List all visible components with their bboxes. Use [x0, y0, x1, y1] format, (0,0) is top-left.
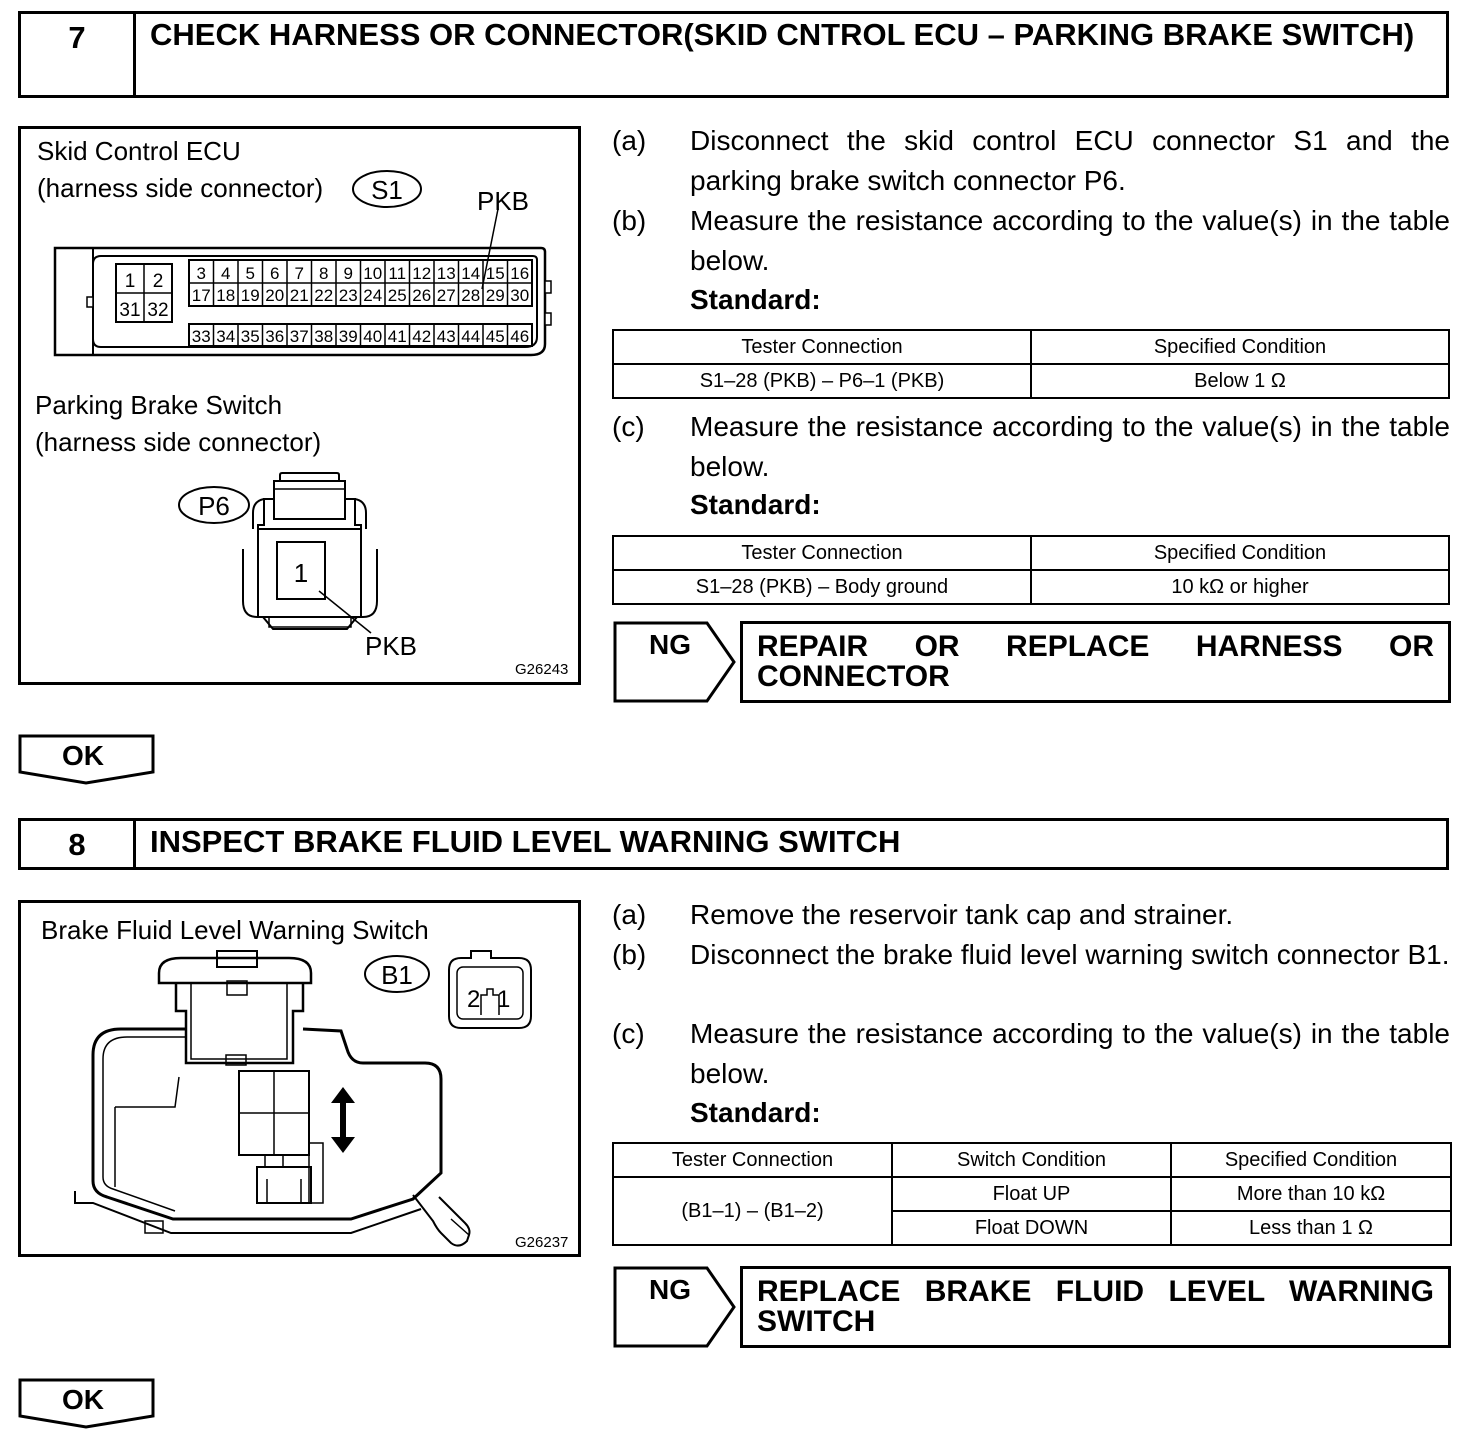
ng-action-8-line1: REPLACE BRAKE FLUID LEVEL WARNING	[757, 1275, 1434, 1308]
connector-pin-label: 9	[343, 264, 353, 283]
ng-tag-8	[613, 1266, 737, 1348]
connector-pin-label: 15	[485, 264, 505, 283]
connector-pin-label: 3	[196, 264, 206, 283]
ok-label-7: OK	[62, 740, 104, 771]
table-header: Switch Condition	[892, 1143, 1171, 1177]
ng-label-8: NG	[649, 1274, 691, 1305]
connector-pin-label: 28	[461, 286, 481, 305]
switch-label: Parking Brake Switch	[35, 390, 283, 420]
ng-action-8	[740, 1266, 1451, 1348]
ng-tag-7	[613, 621, 737, 703]
step-8b-text: Disconnect the brake fluid level warning switch connector B1.	[690, 939, 1450, 970]
connector-pin-label: 29	[485, 286, 505, 305]
b1-pin-2: 2	[467, 986, 481, 1013]
pkb-label-ecu: PKB	[477, 186, 530, 216]
table-cell: S1–28 (PKB) – Body ground	[613, 570, 1031, 604]
connector-pin-label: 20	[265, 286, 285, 305]
b1-connector-id: B1	[381, 960, 413, 990]
step-8-title: INSPECT BRAKE FLUID LEVEL WARNING SWITCH	[150, 824, 901, 859]
connector-pin-label: 1	[124, 271, 136, 292]
connector-pin-label: 2	[152, 271, 164, 292]
step-8a-marker: (a)	[612, 899, 647, 930]
step-7b-text: Measure the resistance according to the value(s) in the table below.	[690, 205, 1450, 276]
table-header: Specified Condition	[1031, 536, 1449, 570]
p6-pin-1: 1	[293, 558, 309, 588]
ng-action-7-line2: CONNECTOR	[757, 660, 950, 693]
connector-figure-7	[18, 126, 581, 685]
fluid-switch-label: Brake Fluid Level Warning Switch	[41, 915, 429, 945]
switch-harness-label: (harness side connector)	[35, 427, 322, 457]
table-cell: S1–28 (PKB) – P6–1 (PKB)	[613, 364, 1031, 398]
step-8a-text: Remove the reservoir tank cap and strainer.	[690, 899, 1234, 930]
connector-pin-label: 19	[240, 286, 260, 305]
connector-pin-label: 37	[289, 327, 309, 346]
ng-action-8-line2: SWITCH	[757, 1305, 876, 1338]
connector-pin-label: 36	[265, 327, 285, 346]
step-8-number: 8	[21, 821, 136, 867]
step-8c-text: Measure the resistance according to the value(s) in the table below.	[690, 1018, 1450, 1089]
standard-label-7c: Standard:	[690, 489, 821, 520]
spec-table-7c	[612, 535, 1450, 605]
figure-code-7: G26243	[515, 661, 569, 678]
b1-pin-1: 1	[497, 986, 511, 1013]
standard-label-7b: Standard:	[690, 284, 821, 315]
step-7a	[612, 121, 1450, 201]
reservoir-drawing	[21, 903, 578, 1254]
step-7b	[612, 201, 1450, 281]
step-7a-marker: (a)	[612, 125, 647, 156]
connector-pin-label: 10	[363, 264, 383, 283]
connector-pin-label: 25	[387, 286, 407, 305]
connector-pin-label: 39	[338, 327, 358, 346]
step-8b-marker: (b)	[612, 939, 647, 970]
table-cell: 10 kΩ or higher	[1031, 570, 1449, 604]
connector-pin-label: 4	[221, 264, 231, 283]
ok-tag-7	[18, 734, 156, 786]
step-8c	[612, 1014, 1450, 1094]
connector-pin-label: 40	[363, 327, 383, 346]
table-header: Specified Condition	[1031, 330, 1449, 364]
table-header: Specified Condition	[1171, 1143, 1451, 1177]
table-cell: Float DOWN	[892, 1211, 1171, 1245]
step-7b-marker: (b)	[612, 205, 647, 236]
table-cell: Below 1 Ω	[1031, 364, 1449, 398]
connector-pin-label: 45	[485, 327, 505, 346]
table-cell: Float UP	[892, 1177, 1171, 1211]
connector-pin-label: 30	[510, 286, 530, 305]
connector-pin-label: 7	[294, 264, 304, 283]
spec-table-8	[612, 1142, 1452, 1246]
connector-pin-label: 14	[461, 264, 481, 283]
step-7-header	[18, 11, 1449, 98]
ecu-label: Skid Control ECU	[37, 136, 241, 166]
connector-pin-label: 33	[191, 327, 211, 346]
step-7a-text: Disconnect the skid control ECU connector S1 and the parking brake switch connector P6.	[690, 125, 1450, 196]
connector-pin-label: 27	[436, 286, 456, 305]
connector-pin-label: 5	[245, 264, 255, 283]
connector-pin-label: 11	[388, 264, 407, 283]
step-7-title: CHECK HARNESS OR CONNECTOR(SKID CNTROL ECU – PARKING BRAKE SWITCH)	[150, 17, 1415, 52]
connector-pin-label: 44	[461, 327, 481, 346]
table-cell: More than 10 kΩ	[1171, 1177, 1451, 1211]
ok-tag-8	[18, 1378, 156, 1430]
table-header: Tester Connection	[613, 1143, 892, 1177]
connector-pin-label: 12	[412, 264, 432, 283]
connector-pin-label: 31	[119, 300, 141, 321]
pkb-label-switch: PKB	[365, 631, 418, 661]
connector-pin-label: 13	[436, 264, 456, 283]
connector-pin-label: 35	[240, 327, 260, 346]
step-7c-marker: (c)	[612, 411, 645, 442]
step-8-header	[18, 818, 1449, 870]
connector-pin-label: 43	[436, 327, 456, 346]
table-header: Tester Connection	[613, 536, 1031, 570]
connector-pin-label: 26	[412, 286, 432, 305]
spec-table-7b	[612, 329, 1450, 399]
step-7c	[612, 407, 1450, 487]
connector-pin-label: 22	[314, 286, 334, 305]
connector-pin-label: 24	[363, 286, 383, 305]
connector-pin-label: 8	[319, 264, 329, 283]
step-8c-marker: (c)	[612, 1018, 645, 1049]
ng-action-7	[740, 621, 1451, 703]
connector-pin-label: 38	[314, 327, 334, 346]
table-cell: Less than 1 Ω	[1171, 1211, 1451, 1245]
connector-pin-label: 18	[216, 286, 236, 305]
connector-pin-label: 32	[147, 300, 169, 321]
standard-label-8: Standard:	[690, 1097, 821, 1128]
connector-pin-label: 17	[191, 286, 211, 305]
connector-pin-label: 16	[510, 264, 530, 283]
connector-pin-label: 34	[216, 327, 236, 346]
ng-action-7-line1: REPAIR OR REPLACE HARNESS OR	[757, 630, 1434, 663]
connector-pin-label: 6	[270, 264, 280, 283]
connector-pin-label: 42	[412, 327, 432, 346]
step-8b	[612, 935, 1450, 975]
step-7-number: 7	[21, 14, 136, 95]
connector-pin-label: 23	[338, 286, 358, 305]
step-7c-text: Measure the resistance according to the value(s) in the table below.	[690, 411, 1450, 482]
ok-label-8: OK	[62, 1384, 104, 1415]
switch-figure-8	[18, 900, 581, 1257]
ecu-harness-label: (harness side connector)	[37, 173, 324, 203]
p6-connector-id: P6	[198, 491, 230, 521]
figure-code-8: G26237	[515, 1234, 569, 1251]
s1-connector-id: S1	[371, 175, 403, 205]
connector-pin-label: 21	[289, 286, 309, 305]
ng-label-7: NG	[649, 629, 691, 660]
table-header: Tester Connection	[613, 330, 1031, 364]
connector-pin-label: 41	[387, 327, 407, 346]
step-8a	[612, 895, 1450, 935]
table-cell: (B1–1) – (B1–2)	[613, 1177, 892, 1245]
connector-pin-label: 46	[510, 327, 530, 346]
